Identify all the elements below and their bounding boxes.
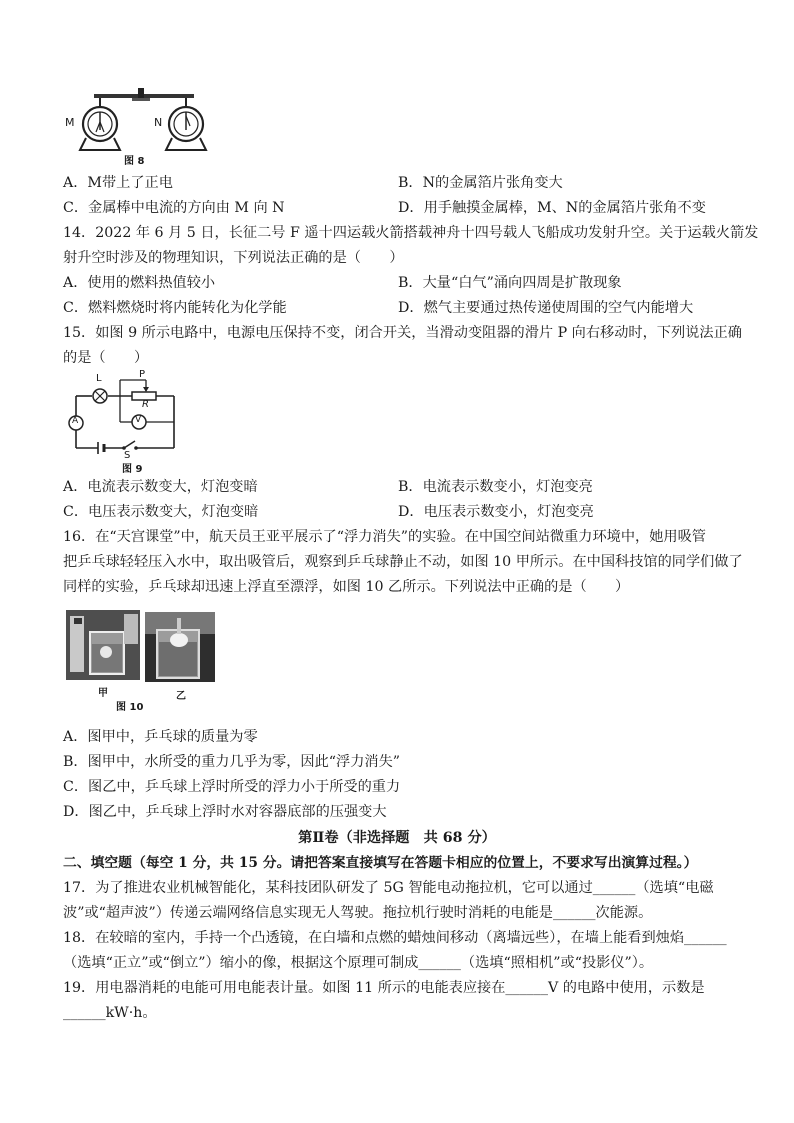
electroscope-diagram (62, 82, 222, 152)
q13-option-c: C．金属棒中电流的方向由 M 向 N (63, 200, 285, 216)
part-2-title: 第Ⅱ卷（非选择题 共 68 分） (298, 830, 496, 846)
figure-9-caption: 图 9 (122, 464, 143, 475)
q14-option-c: C．燃料燃烧时将内能转化为化学能 (63, 300, 287, 316)
label-m: M (65, 116, 75, 129)
label-yi: 乙 (176, 691, 186, 702)
label-rheostat-r: R (142, 399, 149, 410)
q14-stem-line-2: 射升空时涉及的物理知识，下列说法正确的是（ ） (63, 250, 404, 266)
q13-option-b: B．N的金属箔片张角变大 (398, 175, 563, 191)
q16-option-b: B．图甲中，水所受的重力几乎为零，因此“浮力消失” (63, 754, 401, 770)
figure-8-caption: 图 8 (124, 156, 145, 167)
label-slider-p: P (139, 369, 146, 380)
q13-option-a: A．M带上了正电 (63, 175, 173, 191)
q17-line-1: 17．为了推进农业机械智能化，某科技团队研发了 5G 智能电动拖拉机，它可以通过______（选填“电磁 (63, 880, 714, 896)
label-ammeter-a: A (72, 416, 79, 426)
q14-option-a: A．使用的燃料热值较小 (63, 275, 216, 291)
q14-option-d: D．燃气主要通过热传递使周围的空气内能增大 (398, 300, 694, 316)
q15-stem-line-2: 的是（ ） (63, 350, 149, 366)
q13-option-d: D．用手触摸金属棒，M、N的金属箔片张角不变 (398, 200, 706, 216)
figure-10-photo-yi (145, 612, 215, 682)
section-fill-in-heading: 二、填空题（每空 1 分，共 15 分。请把答案直接填写在答题卡相应的位置上，不要求写出演算过程。） (63, 855, 698, 871)
q16-stem-line-3: 同样的实验，乒乓球却迅速上浮直至漂浮，如图 10 乙所示。下列说法中正确的是（ ） (63, 579, 630, 595)
label-voltmeter-v: V (135, 415, 142, 425)
figure-10-caption: 图 10 (116, 702, 144, 713)
q16-option-d: D．图乙中，乒乓球上浮时水对容器底部的压强变大 (63, 804, 387, 820)
q15-option-b: B．电流表示数变小，灯泡变亮 (398, 479, 593, 495)
label-lamp-l: L (96, 373, 102, 384)
q14-stem-line-1: 14．2022 年 6 月 5 日，长征二号 F 遥十四运载火箭搭载神舟十四号载人飞船成功发射升空。关于运载火箭发 (63, 225, 759, 241)
q15-option-a: A．电流表示数变大，灯泡变暗 (63, 479, 258, 495)
q19-line-2: ______kW·h。 (63, 1005, 157, 1021)
q16-stem-line-2: 把乒乓球轻轻压入水中，取出吸管后，观察到乒乓球静止不动，如图 10 甲所示。在中国科技馆的同学们做了 (63, 554, 743, 570)
circuit-diagram (62, 372, 187, 458)
q15-option-c: C．电压表示数变大，灯泡变暗 (63, 504, 259, 520)
label-n: N (154, 116, 163, 129)
q15-stem-line-1: 15．如图 9 所示电路中，电源电压保持不变，闭合开关，当滑动变阻器的滑片 P 向右移动时，下列说法正确 (63, 325, 742, 341)
q18-line-1: 18．在较暗的室内，手持一个凸透镜，在白墙和点燃的蜡烛间移动（离墙远些），在墙上能看到烛焰______ (63, 930, 727, 946)
q15-option-d: D．电压表示数变小，灯泡变亮 (398, 504, 594, 520)
q16-option-a: A．图甲中，乒乓球的质量为零 (63, 729, 258, 745)
q16-option-c: C．图乙中，乒乓球上浮时所受的浮力小于所受的重力 (63, 779, 401, 795)
q16-stem-line-1: 16．在“天宫课堂”中，航天员王亚平展示了“浮力消失”的实验。在中国空间站微重力环境中，她用吸管 (63, 529, 706, 545)
q18-line-2: （选填“正立”或“倒立”）缩小的像，根据这个原理可制成______（选填“照相机”或“投影仪”）。 (63, 955, 654, 971)
figure-10-photo-jia (66, 610, 140, 680)
label-jia: 甲 (98, 688, 108, 699)
figure-9 (62, 369, 187, 475)
figure-8 (62, 82, 222, 167)
label-switch-s: S (124, 450, 131, 461)
q17-line-2: 波”或“超声波”）传递云端网络信息实现无人驾驶。拖拉机行驶时消耗的电能是______次能源。 (63, 905, 653, 921)
q19-line-1: 19．用电器消耗的电能可用电能表计量。如图 11 所示的电能表应接在______V 的电路中使用，示数是 (63, 980, 705, 996)
q14-option-b: B．大量“白气”涌向四周是扩散现象 (398, 275, 622, 291)
